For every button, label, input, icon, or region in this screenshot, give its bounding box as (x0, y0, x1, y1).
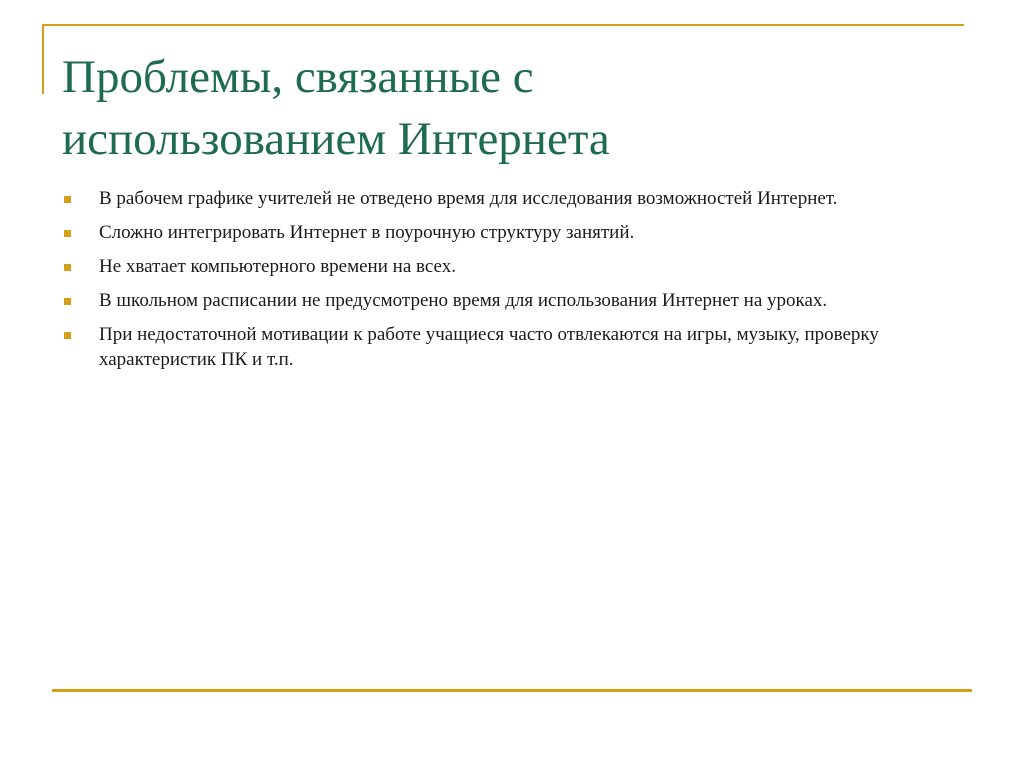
bottom-accent-rule (52, 689, 972, 692)
bullet-item (64, 254, 964, 279)
square-bullet-icon (64, 264, 71, 271)
bullet-text: При недостаточной мотивации к работе учащиеся часто отвлекаются на игры, музыку, проверку характеристик ПК и т.п. (99, 324, 879, 370)
slide-title-line-1: Проблемы, связанные с (62, 51, 534, 103)
square-bullet-icon (64, 196, 71, 203)
bullet-text: В рабочем графике учителей не отведено время для исследования возможностей Интернет. (99, 188, 838, 209)
bullet-item (64, 186, 964, 211)
bullet-text: Не хватает компьютерного времени на всех. (99, 256, 456, 277)
square-bullet-icon (64, 298, 71, 305)
top-accent-rule (43, 24, 964, 26)
bullet-text: Сложно интегрировать Интернет в поурочную структуру занятий. (99, 222, 635, 243)
bullet-text: В школьном расписании не предусмотрено время для использования Интернет на уроках. (99, 290, 828, 311)
slide-title-line-2: использованием Интернета (62, 113, 610, 165)
left-accent-rule (42, 24, 44, 94)
bullet-item (64, 322, 964, 372)
bullet-item (64, 288, 964, 313)
bullet-item (64, 220, 964, 245)
square-bullet-icon (64, 230, 71, 237)
square-bullet-icon (64, 332, 71, 339)
slide-title (62, 46, 962, 170)
bullet-list (64, 186, 964, 381)
